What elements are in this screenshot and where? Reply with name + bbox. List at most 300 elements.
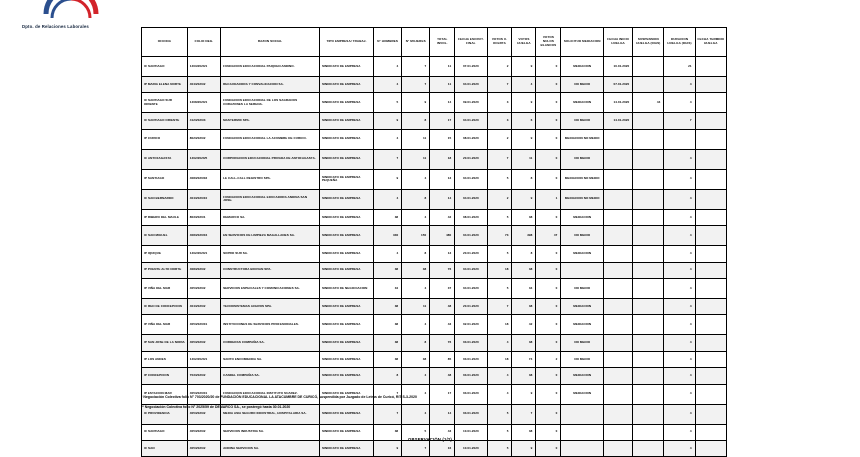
cell-razon_social: TECNOSISTEMAS ACEROS SPA.: [221, 298, 320, 314]
cell-tipo: SINDICATO DE EMPRESA: [319, 315, 373, 335]
cell-votos_nulos: 0: [536, 384, 561, 404]
column-header-5: N° MUJERES: [402, 28, 430, 57]
cell-mujeres: 4: [402, 169, 430, 189]
cell-fecha_termino: [695, 226, 726, 246]
cell-total: 42: [430, 209, 455, 225]
cell-fecha_inicio: [604, 226, 633, 246]
cell-fecha_inicio: [604, 262, 633, 278]
cell-mujeres: 38: [402, 351, 430, 367]
cell-duracion: 4: [664, 384, 695, 404]
cell-razon_social: CONSTRUCTORA BIOVIAN SPA.: [221, 262, 320, 278]
cell-fecha_inicio: [604, 246, 633, 262]
cell-suspension: [633, 351, 664, 367]
cell-mujeres: 8: [402, 335, 430, 351]
cell-total: 11: [430, 77, 455, 93]
cell-fecha_inicio: 07.01.2020: [604, 77, 633, 93]
cell-fecha_inicio: [604, 315, 633, 335]
cell-mujeres: 4: [402, 315, 430, 335]
cell-fecha_escrut: 02.01.2020: [455, 315, 487, 335]
cell-folio: 1402/2020/5: [187, 149, 220, 169]
cell-suspension: [633, 77, 664, 93]
cell-tipo: SINDICATO DE EMPRESA: [319, 129, 373, 149]
cell-solicitud: NO MEDIO: [561, 335, 604, 351]
cell-hombres: 9: [374, 113, 402, 129]
cell-fecha_termino: [695, 113, 726, 129]
cell-oficina: IC SANTIAGO: [142, 57, 188, 77]
cell-mujeres: 9: [402, 93, 430, 113]
cell-solicitud: NO MEDIO: [561, 351, 604, 367]
cell-votos_nulos: 0: [536, 93, 561, 113]
cell-votos_huelga: 38: [512, 298, 536, 314]
table-row: [142, 57, 727, 77]
cell-fecha_escrut: 04.01.2020: [455, 262, 487, 278]
cell-folio: 1402/2020/1: [187, 351, 220, 367]
column-header-3: TIPO EMPRESA/ TRABAJ.: [319, 28, 373, 57]
table-row: [142, 278, 727, 298]
cell-votos_oferta: 73: [487, 226, 512, 246]
table-row: [142, 189, 727, 209]
column-header-12: FECHA INICIO HUELGA: [604, 28, 633, 57]
cell-hombres: 4: [374, 57, 402, 77]
column-header-7: FECHA ESCRUT. FINAL: [455, 28, 487, 57]
cell-duracion: 7: [664, 113, 695, 129]
cell-duracion: 21: [664, 57, 695, 77]
cell-hombres: 8: [374, 368, 402, 384]
cell-votos_oferta: 2: [487, 189, 512, 209]
cell-razon_social: MEDIA ASIA SEGURO INDUSTRIAL, HOSPITALARIA SA.: [221, 404, 320, 424]
cell-fecha_inicio: [604, 368, 633, 384]
department-label: Dpto. de Relaciones Laborales: [22, 24, 89, 29]
cell-oficina: IC SANTIAGO ORIENTE: [142, 113, 188, 129]
cell-fecha_escrut: 03.01.2020: [455, 384, 487, 404]
cell-hombres: 4: [374, 77, 402, 93]
cell-fecha_escrut: 08.01.2020: [455, 129, 487, 149]
footnote-1: * Negociación Colectiva folio N° 703/2020/20 de FUNDACIÓN EDUCACIONAL LA ATACUMBRE DE CURICÓ, suspendida por Juzgado de Letras de Curicó, RIT S-3-2020: [141, 395, 417, 399]
cell-votos_huelga: 398: [512, 226, 536, 246]
cell-fecha_inicio: [604, 189, 633, 209]
cell-oficina: IP SANTIAGO: [142, 169, 188, 189]
cell-suspension: [633, 209, 664, 225]
cell-mujeres: 38: [402, 262, 430, 278]
cell-total: 15: [430, 129, 455, 149]
cell-total: 76: [430, 335, 455, 351]
cell-suspension: 44: [633, 93, 664, 113]
cell-fecha_escrut: 10.01.2020: [455, 440, 487, 456]
cell-suspension: [633, 169, 664, 189]
cell-votos_huelga: 9: [512, 129, 536, 149]
cell-votos_huelga: 38: [512, 209, 536, 225]
dt-arc-logo-icon: [40, 0, 102, 24]
cell-folio: 408/2020/02: [187, 169, 220, 189]
cell-folio: 1402/2020/1: [187, 246, 220, 262]
cell-tipo: SINDICATO DE EMPRESA: [319, 424, 373, 440]
cell-votos_nulos: 0: [536, 169, 561, 189]
column-header-0: OFICINA: [142, 28, 188, 57]
footnote-2: ** Negociación Colectiva folio N° 2025/59 de DEMARCO SA., se postergó hasta 30.01.2020: [141, 404, 291, 409]
cell-solicitud: NO MEDIO: [561, 226, 604, 246]
cell-votos_oferta: 7: [487, 149, 512, 169]
cell-solicitud: MEDIACION: [561, 57, 604, 77]
cell-votos_nulos: 0: [536, 335, 561, 351]
cell-tipo: SINDICATO DE EMPRESA: [319, 113, 373, 129]
cell-mujeres: 150: [402, 226, 430, 246]
cell-tipo: SINDICATO DE EMPRESA: [319, 384, 373, 404]
cell-mujeres: 11: [402, 129, 430, 149]
cell-duracion: [664, 129, 695, 149]
cell-razon_social: INSTITUCIONES DE SERVICIOS PROFESIONALES.: [221, 315, 320, 335]
cell-fecha_inicio: 10.01.2020: [604, 57, 633, 77]
institution-logo: [14, 0, 144, 36]
cell-votos_nulos: 0: [536, 246, 561, 262]
cell-votos_oferta: 4: [487, 368, 512, 384]
cell-votos_huelga: 9: [512, 440, 536, 456]
table-row: [142, 315, 727, 335]
cell-votos_huelga: 9: [512, 189, 536, 209]
cell-duracion: 4: [664, 298, 695, 314]
cell-votos_huelga: 74: [512, 351, 536, 367]
cell-solicitud: NO MEDIO: [561, 113, 604, 129]
cell-oficina: IP ESTACION MAR: [142, 384, 188, 404]
cell-oficina: IC RED DE CONCEPCION: [142, 298, 188, 314]
cell-oficina: IP MARIA ELENA NORTE: [142, 77, 188, 93]
cell-votos_oferta: 2: [487, 57, 512, 77]
cell-fecha_inicio: [604, 169, 633, 189]
strike-records-table: [141, 27, 727, 457]
cell-votos_nulos: 0: [536, 298, 561, 314]
cell-folio: 404/2020/2: [187, 77, 220, 93]
cell-folio: 404/2020/10: [187, 189, 220, 209]
table-row: [142, 129, 727, 149]
cell-razon_social: SERVICIOS ESPECIALES Y COMUNICACIONES SA.: [221, 278, 320, 298]
table-row: [142, 351, 727, 367]
column-header-10: VOTOS NULOS BLANCOS: [536, 28, 561, 57]
cell-oficina: IC SANTIAGO: [142, 424, 188, 440]
cell-fecha_escrut: 03.01.2020: [455, 335, 487, 351]
cell-tipo: SINDICATO DE EMPRESA: [319, 93, 373, 113]
cell-oficina: IC SAN MIGUEL: [142, 226, 188, 246]
cell-fecha_termino: [695, 298, 726, 314]
column-header-13: SUSPENSION HUELGA (DIAS): [633, 28, 664, 57]
cell-fecha_escrut: 04.01.2020: [455, 189, 487, 209]
cell-tipo: SINDICATO DE EMPRESA: [319, 77, 373, 93]
cell-tipo: SINDICATO DE EMPRESA: [319, 189, 373, 209]
cell-mujeres: 8: [402, 246, 430, 262]
cell-mujeres: 11: [402, 149, 430, 169]
cell-fecha_inicio: [604, 149, 633, 169]
cell-total: 480: [430, 226, 455, 246]
cell-duracion: 4: [664, 209, 695, 225]
cell-mujeres: 4: [402, 278, 430, 298]
cell-suspension: [633, 149, 664, 169]
cell-total: 14: [430, 189, 455, 209]
cell-tipo: SINDICATO DE EMPRESA: [319, 246, 373, 262]
cell-votos_huelga: 9: [512, 384, 536, 404]
cell-votos_oferta: 5: [487, 440, 512, 456]
cell-hombres: 38: [374, 262, 402, 278]
cell-tipo: SINDICATO DE EMPRESA: [319, 298, 373, 314]
cell-votos_huelga: 34: [512, 278, 536, 298]
cell-votos_huelga: 38: [512, 424, 536, 440]
cell-fecha_escrut: 03.01.2020: [455, 404, 487, 424]
cell-folio: 404/2020/2: [187, 298, 220, 314]
cell-fecha_escrut: 07.01.2020: [455, 57, 487, 77]
cell-oficina: IP VIÑA DEL MAR: [142, 278, 188, 298]
cell-solicitud: MEDIACION: [561, 93, 604, 113]
cell-votos_oferta: 5: [487, 404, 512, 424]
cell-votos_nulos: 0: [536, 440, 561, 456]
column-header-4: N° HOMBRES: [374, 28, 402, 57]
cell-mujeres: 7: [402, 440, 430, 456]
cell-total: 43: [430, 315, 455, 335]
cell-total: 14: [430, 93, 455, 113]
cell-fecha_inicio: [604, 129, 633, 149]
column-header-15: FECHA TERMINO HUELGA: [695, 28, 726, 57]
table-header-row: [142, 28, 727, 57]
cell-fecha_escrut: 04.01.2020: [455, 77, 487, 93]
cell-suspension: [633, 57, 664, 77]
cell-folio: 802/2020/2: [187, 129, 220, 149]
cell-duracion: 4: [664, 189, 695, 209]
cell-votos_huelga: 8: [512, 169, 536, 189]
cell-votos_nulos: 0: [536, 149, 561, 169]
cell-hombres: 38: [374, 335, 402, 351]
cell-fecha_inicio: 14.01.2020: [604, 113, 633, 129]
cell-fecha_escrut: 04.01.2020: [455, 169, 487, 189]
cell-fecha_termino: [695, 93, 726, 113]
cell-duracion: 4: [664, 246, 695, 262]
cell-votos_nulos: 0: [536, 404, 561, 424]
cell-hombres: 7: [374, 384, 402, 404]
cell-razon_social: SOPRO SUR SA.: [221, 246, 320, 262]
cell-fecha_termino: [695, 129, 726, 149]
cell-solicitud: MEDIACION: [561, 368, 604, 384]
cell-razon_social: FUNDACION EDUCACIONAL DE LOS SAGRADOS CORAZONES LA SERENA.: [221, 93, 320, 113]
cell-votos_nulos: 0: [536, 424, 561, 440]
strike-statistics-sheet: [141, 27, 727, 457]
column-header-14: DURACION HUELGA (DIAS): [664, 28, 695, 57]
cell-razon_social: CORPORACION EDUCACIONAL PRIVADA DE ANTOFAGASTA.: [221, 149, 320, 169]
cell-votos_oferta: 3: [487, 93, 512, 113]
cell-votos_huelga: 42: [512, 315, 536, 335]
cell-total: 13: [430, 246, 455, 262]
cell-fecha_inicio: [604, 351, 633, 367]
cell-fecha_termino: [695, 77, 726, 93]
cell-fecha_escrut: 20.01.2020: [455, 149, 487, 169]
cell-mujeres: 7: [402, 77, 430, 93]
cell-votos_huelga: 8: [512, 246, 536, 262]
table-row: [142, 368, 727, 384]
cell-solicitud: [561, 262, 604, 278]
cell-solicitud: MEDIACION: [561, 246, 604, 262]
cell-hombres: 7: [374, 404, 402, 424]
cell-votos_oferta: 3: [487, 113, 512, 129]
cell-mujeres: 4: [402, 404, 430, 424]
cell-oficina: IP CURICO: [142, 129, 188, 149]
cell-folio: 405/2020/2: [187, 278, 220, 298]
cell-razon_social: ANDINA SERVICIOS SA.: [221, 440, 320, 456]
cell-razon_social: SERVICIOS INDUSTRIA SA.: [221, 424, 320, 440]
cell-suspension: [633, 315, 664, 335]
table-row: [142, 169, 727, 189]
cell-votos_huelga: 38: [512, 262, 536, 278]
cell-votos_huelga: 6: [512, 113, 536, 129]
cell-votos_huelga: 38: [512, 368, 536, 384]
cell-tipo: SINDICATO DE EMPRESA: [319, 262, 373, 278]
cell-total: 16: [430, 440, 455, 456]
cell-fecha_termino: [695, 246, 726, 262]
cell-razon_social: EN SERVICIOS DE LIMPIEZA MAGALLANES SA.: [221, 226, 320, 246]
cell-duracion: 4: [664, 262, 695, 278]
cell-votos_oferta: 5: [487, 169, 512, 189]
cell-votos_nulos: 0: [536, 262, 561, 278]
cell-tipo: SINDICATO DE EMPRESA PEQUEÑA: [319, 169, 373, 189]
cell-tipo: SINDICATO DE NEGOCIACION: [319, 278, 373, 298]
cell-suspension: [633, 113, 664, 129]
cell-fecha_termino: [695, 335, 726, 351]
cell-oficina: IP CONCEPCION: [142, 368, 188, 384]
cell-solicitud: MEDIACION: [561, 298, 604, 314]
cell-duracion: 4: [664, 226, 695, 246]
cell-mujeres: 8: [402, 189, 430, 209]
cell-mujeres: 4: [402, 209, 430, 225]
cell-razon_social: MASTERMIX SPA.: [221, 113, 320, 129]
cell-total: 11: [430, 57, 455, 77]
cell-fecha_termino: [695, 262, 726, 278]
cell-votos_nulos: 1: [536, 189, 561, 209]
cell-folio: 412/2020/3: [187, 113, 220, 129]
cell-folio: 405/2020/2: [187, 404, 220, 424]
cell-hombres: 38: [374, 315, 402, 335]
cell-hombres: 9: [374, 440, 402, 456]
cell-votos_oferta: 5: [487, 209, 512, 225]
cell-total: 85: [430, 351, 455, 367]
cell-solicitud: MEDIACION: [561, 384, 604, 404]
cell-duracion: 4: [664, 149, 695, 169]
cell-votos_oferta: 5: [487, 424, 512, 440]
table-row: [142, 335, 727, 351]
cell-votos_nulos: 0: [536, 113, 561, 129]
table-row: [142, 246, 727, 262]
table-row: [142, 113, 727, 129]
cell-suspension: [633, 246, 664, 262]
cell-folio: 405/2020/2: [187, 335, 220, 351]
cell-total: 76: [430, 262, 455, 278]
cell-duracion: 4: [664, 315, 695, 335]
column-header-1: FOLIO NEG.: [187, 28, 220, 57]
cell-duracion: 4: [664, 368, 695, 384]
cell-votos_nulos: 0: [536, 368, 561, 384]
cell-votos_nulos: 0: [536, 209, 561, 225]
cell-solicitud: MEDIACION: [561, 315, 604, 335]
cell-razon_social: FUNDACION EDUCACIONAL INSTITUTO SUAREZ.: [221, 384, 320, 404]
cell-votos_nulos: 0: [536, 129, 561, 149]
cell-fecha_termino: [695, 351, 726, 367]
cell-oficina: IC SANTIAGO SUR ORIENTE: [142, 93, 188, 113]
cell-hombres: 38: [374, 209, 402, 225]
cell-solicitud: MEDIACION NO MEDIO: [561, 129, 604, 149]
cell-total: 17: [430, 384, 455, 404]
cell-razon_social: CORDERAS COMPAÑIA SA.: [221, 335, 320, 351]
cell-mujeres: 4: [402, 384, 430, 404]
cell-tipo: SINDICATO DE EMPRESA: [319, 226, 373, 246]
cell-oficina: IP SAN JOSE DE LA NORIA: [142, 335, 188, 351]
cell-fecha_escrut: 03.01.2020: [455, 368, 487, 384]
cell-fecha_escrut: 10.01.2020: [455, 424, 487, 440]
cell-tipo: SINDICATO DE EMPRESA: [319, 335, 373, 351]
cell-tipo: SINDICATO DE EMPRESA: [319, 149, 373, 169]
cell-duracion: 4: [664, 404, 695, 424]
cell-fecha_escrut: 04.01.2020: [455, 278, 487, 298]
table-row: [142, 77, 727, 93]
cell-votos_oferta: 18: [487, 351, 512, 367]
cell-votos_huelga: 9: [512, 57, 536, 77]
cell-duracion: 4: [664, 93, 695, 113]
cell-fecha_termino: [695, 189, 726, 209]
cell-oficina: IC PROVIDENCIA: [142, 404, 188, 424]
cell-duracion: 4: [664, 424, 695, 440]
cell-hombres: 4: [374, 246, 402, 262]
table-row: [142, 209, 727, 225]
cell-mujeres: 4: [402, 368, 430, 384]
cell-folio: 408/2020/04: [187, 226, 220, 246]
cell-total: 48: [430, 368, 455, 384]
cell-folio: 408/2020/2: [187, 262, 220, 278]
cell-tipo: SINDICATO DE EMPRESA: [319, 57, 373, 77]
cell-votos_oferta: 7: [487, 298, 512, 314]
cell-folio: 1408/2020/1: [187, 93, 220, 113]
cell-solicitud: MEDIACION: [561, 209, 604, 225]
cell-total: 17: [430, 113, 455, 129]
cell-razon_social: FUNDACION EDUCACIONAL PAIQUEN ANDINO.: [221, 57, 320, 77]
cell-tipo: SINDICATO DE EMPRESA: [319, 404, 373, 424]
cell-fecha_inicio: 14.01.2020: [604, 93, 633, 113]
cell-total: 13: [430, 169, 455, 189]
cell-fecha_termino: [695, 169, 726, 189]
cell-tipo: SINDICATO DE EMPRESA: [319, 368, 373, 384]
cell-votos_oferta: 5: [487, 246, 512, 262]
cell-total: 14: [430, 404, 455, 424]
cell-suspension: [633, 226, 664, 246]
cell-oficina: IC SAN BERNARDO: [142, 189, 188, 209]
cell-total: 43: [430, 424, 455, 440]
bottom-section-title: OBSERVACIÓN (1/2): [408, 437, 452, 442]
cell-votos_oferta: 5: [487, 278, 512, 298]
cell-fecha_inicio: [604, 335, 633, 351]
cell-votos_oferta: 18: [487, 262, 512, 278]
cell-folio: 405/2020/2: [187, 440, 220, 456]
cell-hombres: 38: [374, 424, 402, 440]
cell-duracion: 4: [664, 169, 695, 189]
cell-hombres: 38: [374, 351, 402, 367]
cell-mujeres: 11: [402, 298, 430, 314]
cell-mujeres: 7: [402, 57, 430, 77]
cell-tipo: SINDICATO DE EMPRESA: [319, 351, 373, 367]
cell-votos_nulos: 47: [536, 226, 561, 246]
cell-votos_huelga: 4: [512, 77, 536, 93]
cell-fecha_escrut: 08.01.2020: [455, 209, 487, 225]
cell-fecha_termino: [695, 368, 726, 384]
cell-suspension: [633, 335, 664, 351]
cell-suspension: [633, 189, 664, 209]
cell-total: 18: [430, 149, 455, 169]
cell-suspension: [633, 262, 664, 278]
cell-hombres: 5: [374, 93, 402, 113]
cell-duracion: 4: [664, 77, 695, 93]
column-header-9: VOTOS HUELGA: [512, 28, 536, 57]
cell-votos_huelga: 38: [512, 335, 536, 351]
cell-oficina: IP IQUIQUE: [142, 246, 188, 262]
cell-fecha_escrut: 09.01.2020: [455, 93, 487, 113]
